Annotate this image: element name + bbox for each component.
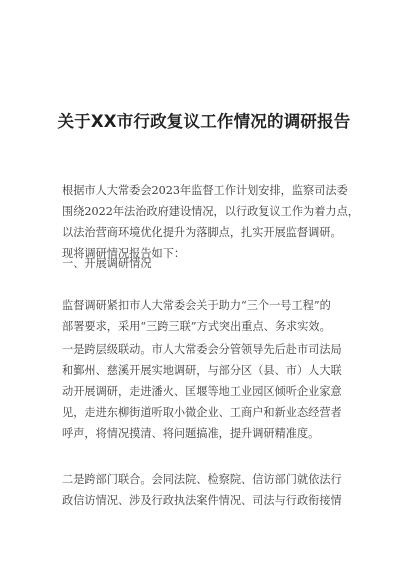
paragraph-line: 二是跨部门联合。会同法院、检察院、信访部门就依法行 (62, 473, 342, 486)
paragraph-requirements (62, 295, 362, 337)
paragraph-line: 围绕2022年法治政府建设情况，以行政复议工作为着力点， (62, 205, 359, 218)
paragraph-line: 以法治营商环境优化提升为落脚点，扎实开展监督调研。 (62, 226, 342, 239)
section-heading (62, 253, 362, 274)
paragraph-cross-level (62, 339, 362, 444)
paragraph-line: 根据市人大常委会2023年监督工作计划安排，监察司法委 (62, 184, 348, 197)
paragraph-line: 一是跨层级联动。市人大常委会分管领导先后赴市司法局 (62, 343, 342, 356)
paragraph-line: 呼声，将情况摸清、将问题搞准，提升调研精准度。 (62, 427, 320, 440)
paragraph-line: 部署要求，采用“三跨三联”方式突出重点、务求实效。 (62, 320, 331, 333)
document-title: 关于XX市行政复议工作情况的调研报告 (57, 112, 351, 131)
paragraph-line: 监督调研紧扣市人大常委会关于助力“三个一号工程”的 (62, 299, 331, 312)
paragraph-line: 见，走进东柳街道听取小微企业、工商户和新业态经营者 (62, 406, 342, 419)
paragraph-intro (62, 180, 362, 264)
paragraph-line: 现将调研情况报告如下： (62, 247, 186, 260)
section-heading-text: 一、开展调研情况 (62, 257, 152, 270)
paragraph-cross-department (62, 469, 362, 511)
paragraph-line: 动开展调研，走进潘火、匡堰等地工业园区倾听企业家意 (62, 385, 342, 398)
paragraph-line: 和鄞州、慈溪开展实地调研，与部分区（县、市）人大联 (62, 364, 342, 377)
paragraph-line: 政信访情况、涉及行政执法案件情况、司法与行政衔接情 (62, 494, 342, 507)
